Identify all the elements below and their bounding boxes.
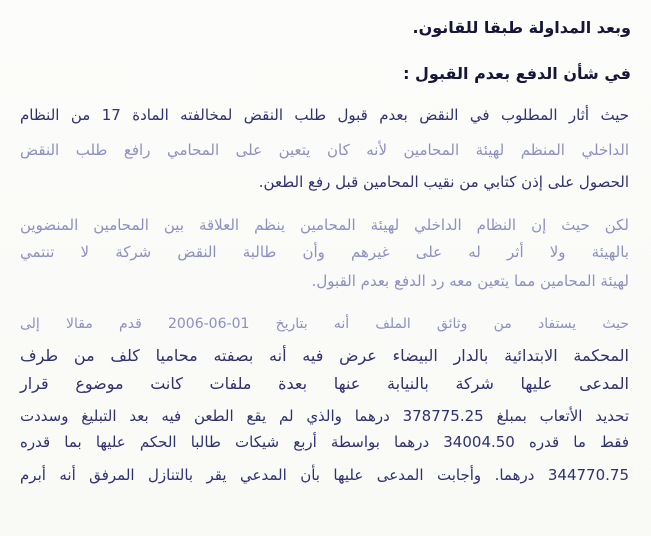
paragraph-1-line-3: الحصول على إذن كتابي من نقيب المحامين قبل رفع الطعن. [258, 173, 629, 191]
paragraph-3-line-4: تحديد الأتعاب بمبلغ 378775.25 درهما والذي لم يقع الطعن فيه بعد التبليغ وسددت [20, 407, 630, 425]
paragraph-3-line-1: حيث يستفاد من وثائق الملف أنه بتاريخ 01-06-2006 قدم مقالا إلى [20, 316, 629, 332]
paragraph-2-line-1: لكن حيث إن النظام الداخلي لهيئة المحامين ينظم العلاقة بين المحامين المنضوين [20, 216, 629, 234]
paragraph-2-line-3: لهيئة المحامين مما يتعين معه رد الدفع بعدم القبول. [311, 272, 629, 290]
plea-heading: في شأن الدفع بعدم القبول : [403, 64, 631, 83]
paragraph-3-line-3: المدعى عليها شركة بالنيابة عنها بعدة ملفات كانت موضوع قرار [20, 374, 629, 393]
paragraph-1-line-2: الداخلي المنظم لهيئة المحامين لأنه كان يتعين على المحامي رافع طلب النقض [20, 141, 629, 159]
paragraph-2-line-2: بالهيئة ولا أثر له على غيرهم وأن طالبة النقض شركة لا تنتمي [20, 243, 629, 261]
paragraph-3-line-5: فقط ما قدره 34004.50 درهما بواسطة أربع شيكات طالبا الحكم عليها بما قدره [20, 433, 629, 451]
paragraph-3-line-6: 344770.75 درهما. وأجابت المدعى عليها بأن المدعي يقر بالتنازل المرفق أنه أبرم [20, 466, 629, 484]
paragraph-1-line-1: حيث أثار المطلوب في النقض بعدم قبول طلب النقض لمخالفته المادة 17 من النظام [20, 106, 630, 124]
deliberation-heading: وبعد المداولة طبقا للقانون. [412, 18, 631, 37]
paragraph-3-line-2: المحكمة الابتدائية بالدار البيضاء عرض فيه أنه بصفته محاميا كلف من طرف [20, 346, 629, 365]
